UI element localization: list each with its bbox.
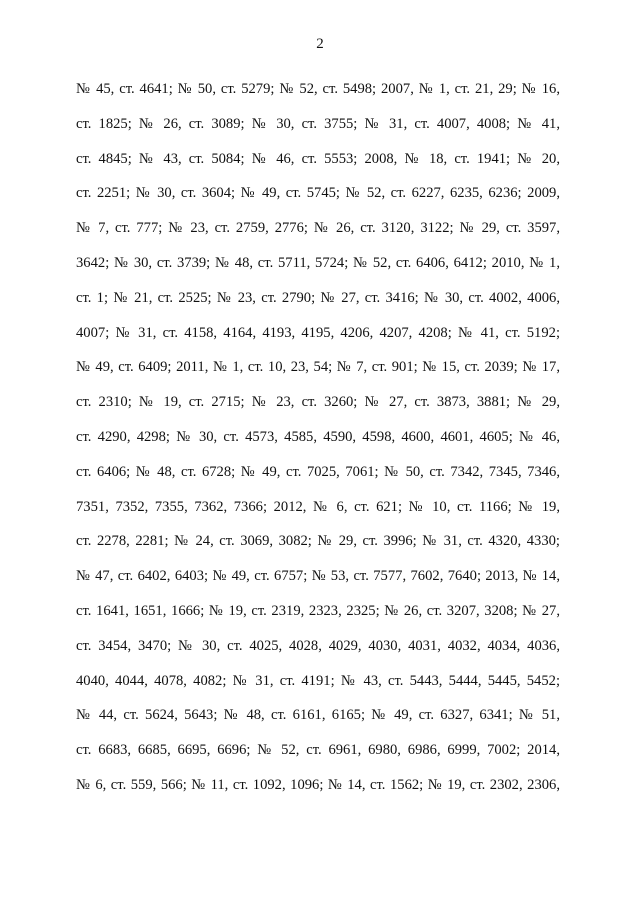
text-line: 3642; № 30, ст. 3739; № 48, ст. 5711, 5724; № 52, ст. 6406, 6412; 2010, № 1,	[76, 254, 560, 271]
text-line: ст. 2310; № 19, ст. 2715; № 23, ст. 3260; № 27, ст. 3873, 3881; № 29,	[76, 394, 560, 411]
text-line: № 49, ст. 6409; 2011, № 1, ст. 10, 23, 54; № 7, ст. 901; № 15, ст. 2039; № 17,	[76, 359, 560, 376]
text-line: ст. 1641, 1651, 1666; № 19, ст. 2319, 2323, 2325; № 26, ст. 3207, 3208; № 27,	[76, 602, 560, 619]
text-line: ст. 3454, 3470; № 30, ст. 4025, 4028, 4029, 4030, 4031, 4032, 4034, 4036,	[76, 637, 560, 654]
text-line: № 45, ст. 4641; № 50, ст. 5279; № 52, ст. 5498; 2007, № 1, ст. 21, 29; № 16,	[76, 81, 560, 97]
text-line: 7351, 7352, 7355, 7362, 7366; 2012, № 6, ст. 621; № 10, ст. 1166; № 19,	[76, 498, 560, 515]
text-line: ст. 1; № 21, ст. 2525; № 23, ст. 2790; № 27, ст. 3416; № 30, ст. 4002, 4006,	[76, 289, 560, 306]
page-number: 2	[316, 36, 324, 52]
text-line: ст. 1825; № 26, ст. 3089; № 30, ст. 3755; № 31, ст. 4007, 4008; № 41,	[76, 115, 560, 132]
text-line: ст. 2278, 2281; № 24, ст. 3069, 3082; № 29, ст. 3996; № 31, ст. 4320, 4330;	[76, 533, 560, 550]
text-line: 4040, 4044, 4078, 4082; № 31, ст. 4191; № 43, ст. 5443, 5444, 5445, 5452;	[76, 672, 560, 689]
text-line: ст. 4845; № 43, ст. 5084; № 46, ст. 5553; 2008, № 18, ст. 1941; № 20,	[76, 150, 560, 167]
text-line: ст. 6683, 6685, 6695, 6696; № 52, ст. 6961, 6980, 6986, 6999, 7002; 2014,	[76, 742, 560, 759]
text-line: ст. 6406; № 48, ст. 6728; № 49, ст. 7025, 7061; № 50, ст. 7342, 7345, 7346,	[76, 463, 560, 480]
text-line: № 44, ст. 5624, 5643; № 48, ст. 6161, 6165; № 49, ст. 6327, 6341; № 51,	[76, 707, 560, 724]
text-line: № 6, ст. 559, 566; № 11, ст. 1092, 1096; № 14, ст. 1562; № 19, ст. 2302, 2306,	[76, 776, 560, 793]
text-line: № 7, ст. 777; № 23, ст. 2759, 2776; № 26, ст. 3120, 3122; № 29, ст. 3597,	[76, 220, 560, 237]
text-line: № 47, ст. 6402, 6403; № 49, ст. 6757; № 53, ст. 7577, 7602, 7640; 2013, № 14,	[76, 568, 560, 585]
text-line: ст. 2251; № 30, ст. 3604; № 49, ст. 5745; № 52, ст. 6227, 6235, 6236; 2009,	[76, 185, 560, 202]
legal-citation-text	[76, 78, 560, 809]
text-line: 4007; № 31, ст. 4158, 4164, 4193, 4195, 4206, 4207, 4208; № 41, ст. 5192;	[76, 324, 560, 341]
text-line: ст. 4290, 4298; № 30, ст. 4573, 4585, 4590, 4598, 4600, 4601, 4605; № 46,	[76, 428, 560, 445]
